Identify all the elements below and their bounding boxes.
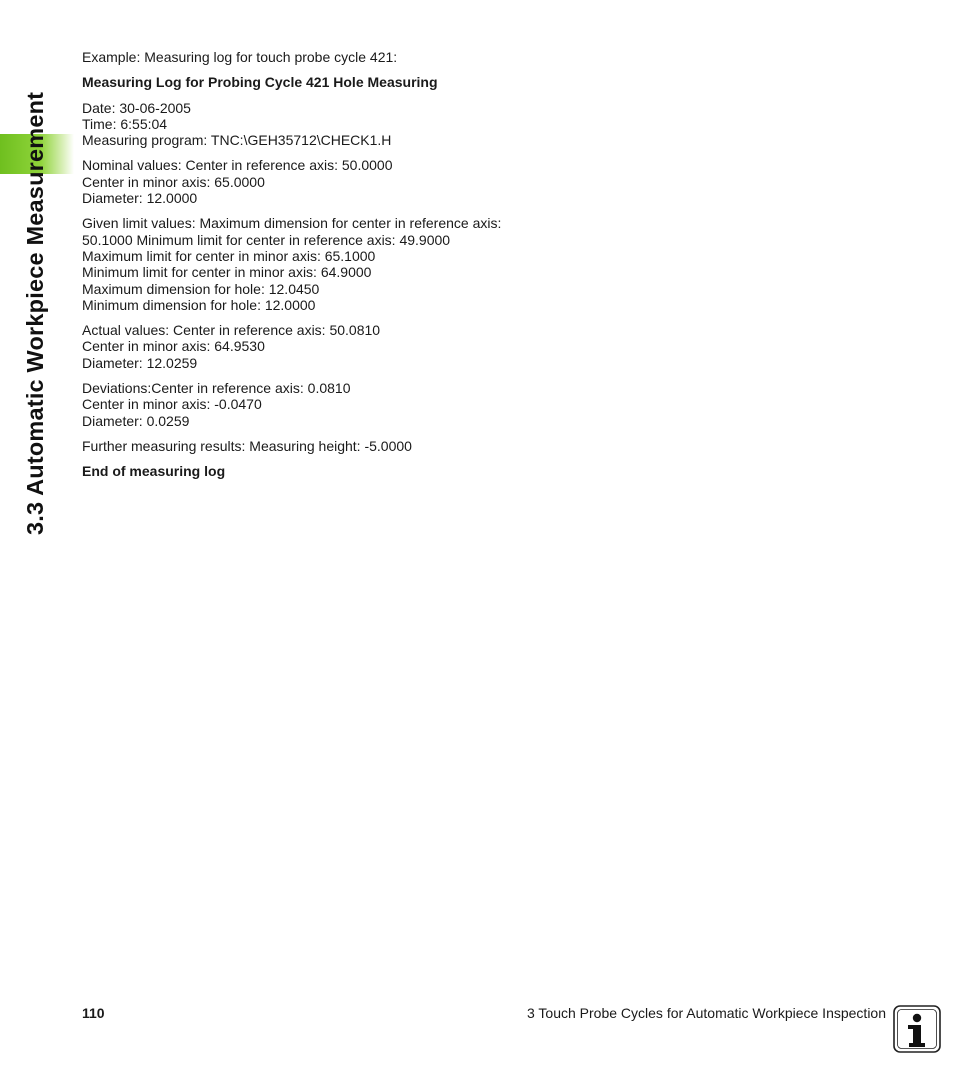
info-icon <box>893 1005 941 1053</box>
log-line: Center in minor axis: -0.0470 <box>82 396 262 413</box>
log-paragraph <box>82 215 882 313</box>
log-paragraph <box>82 157 882 206</box>
log-closing: End of measuring log <box>82 463 226 480</box>
log-line: Actual values: Center in reference axis: 50.0810 <box>82 322 381 339</box>
log-line: Center in minor axis: 65.0000 <box>82 173 265 190</box>
chapter-title: 3 Touch Probe Cycles for Automatic Workpiece Inspection <box>527 1005 886 1021</box>
log-line: 50.1000 Minimum limit for center in reference axis: 49.9000 <box>82 231 451 248</box>
log-line: Deviations:Center in reference axis: 0.0810 <box>82 380 351 397</box>
log-paragraph <box>82 438 882 454</box>
log-line: Time: 6:55:04 <box>82 115 168 132</box>
log-heading: Measuring Log for Probing Cycle 421 Hole Measuring <box>82 74 438 91</box>
log-line: Diameter: 12.0259 <box>82 354 198 371</box>
log-line: Minimum dimension for hole: 12.0000 <box>82 296 316 313</box>
log-line: Maximum dimension for hole: 12.0450 <box>82 280 320 297</box>
log-line: Diameter: 0.0259 <box>82 412 190 429</box>
log-line: Date: 30-06-2005 <box>82 99 191 116</box>
log-line: Maximum limit for center in minor axis: 65.1000 <box>82 247 376 264</box>
document-body <box>82 49 882 489</box>
log-line: Nominal values: Center in reference axis: 50.0000 <box>82 157 393 174</box>
log-paragraph <box>82 380 882 429</box>
log-line: Minimum limit for center in minor axis: 64.9000 <box>82 264 372 281</box>
intro-paragraph: Example: Measuring log for touch probe cycle 421: <box>82 49 398 65</box>
log-line: Diameter: 12.0000 <box>82 190 198 207</box>
log-line: Measuring program: TNC:\GEH35712\CHECK1.H <box>82 132 392 149</box>
page-number: 110 <box>82 1005 105 1021</box>
log-paragraph <box>82 322 882 371</box>
log-blocks <box>82 100 882 455</box>
log-line: Given limit values: Maximum dimension for center in reference axis: <box>82 215 502 232</box>
section-title-vertical: 3.3 Automatic Workpiece Measurement <box>22 91 48 535</box>
log-line: Further measuring results: Measuring height: -5.0000 <box>82 437 412 454</box>
log-paragraph <box>82 100 882 149</box>
log-line: Center in minor axis: 64.9530 <box>82 338 265 355</box>
